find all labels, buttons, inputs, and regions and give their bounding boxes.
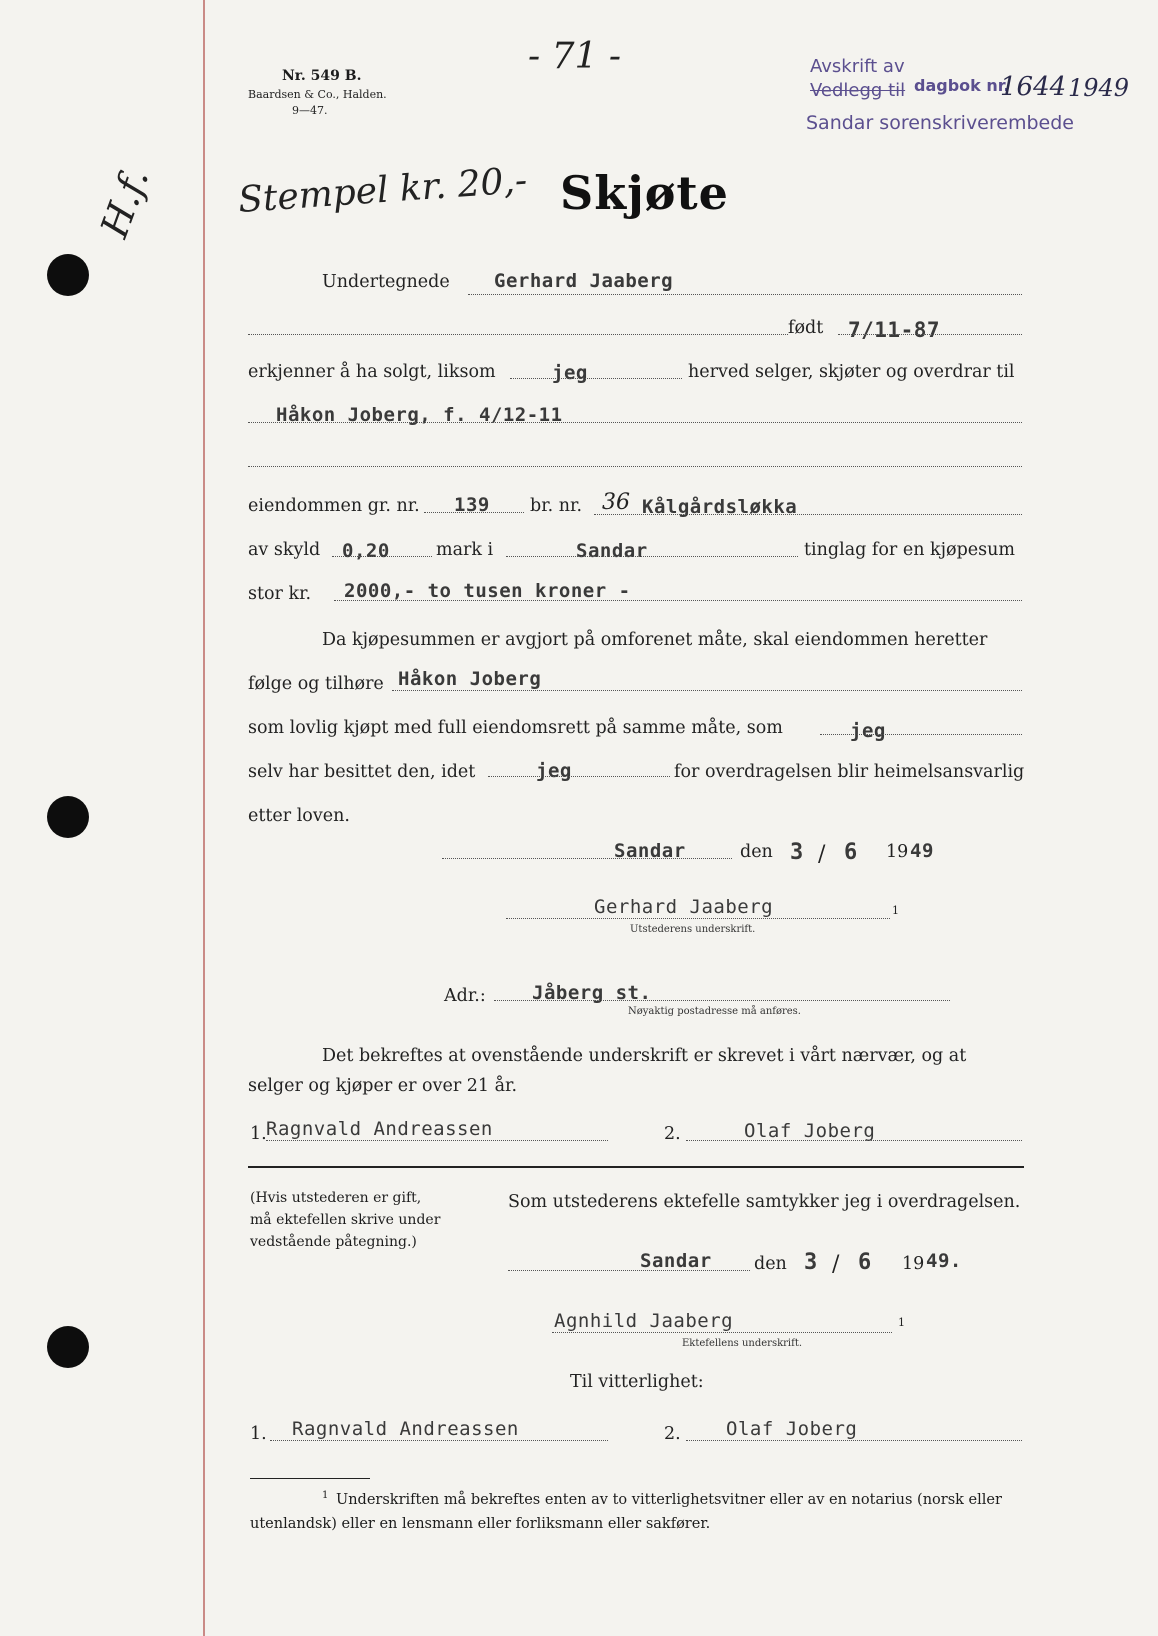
- field-line: [270, 1440, 608, 1441]
- spouse-note-line1: (Hvis utstederen er gift,: [250, 1190, 422, 1206]
- field-line: [686, 1140, 1022, 1141]
- purchase-price: 2000,- to tusen kroner -: [344, 580, 631, 602]
- br-nr-value: 36: [602, 490, 630, 515]
- field-line: [594, 514, 1022, 515]
- stempel-note: Stempel kr. 20,-: [236, 159, 529, 222]
- field-line: [248, 422, 1022, 423]
- lovlig-value: jeg: [850, 720, 886, 742]
- date2-year-prefix: 19: [902, 1254, 925, 1274]
- witness1-number: 1.: [250, 1124, 267, 1144]
- birth-date: 7/11-87: [848, 318, 941, 342]
- eiendommen-label: eiendommen gr. nr.: [248, 496, 420, 516]
- witness2-name: Olaf Joberg: [744, 1120, 876, 1142]
- document-title: Skjøte: [560, 166, 729, 220]
- dagbok-number: 1644: [1000, 72, 1067, 102]
- gr-nr-value: 139: [454, 494, 490, 516]
- field-line: [820, 734, 1022, 735]
- erkjenner-label: erkjenner å ha solgt, liksom: [248, 362, 496, 382]
- folge-value: Håkon Joberg: [398, 668, 542, 690]
- signature-line: [506, 918, 890, 919]
- dagbok-year: 1949: [1068, 74, 1130, 102]
- field-line: [468, 294, 1022, 295]
- vitterlighet-witness2-number: 2.: [664, 1424, 681, 1444]
- margin-initials: H.f.: [92, 162, 158, 244]
- selv-label: selv har besittet den, idet: [248, 762, 476, 782]
- field-line: [442, 858, 732, 859]
- footnote-mark: 1: [892, 904, 899, 917]
- property-name: Kålgårdsløkka: [642, 496, 798, 518]
- footnote-mark: 1: [322, 1490, 329, 1501]
- stamp-dagbok-label: dagbok nr.: [914, 76, 1010, 95]
- address-label: Adr.:: [444, 986, 486, 1006]
- footnote-rule: [250, 1478, 370, 1479]
- punch-hole: [47, 796, 89, 838]
- spouse-signature-caption: Ektefellens underskrift.: [682, 1338, 803, 1349]
- date1-year-suffix: 49: [910, 840, 934, 862]
- date1-place: Sandar: [614, 840, 686, 862]
- spouse-consent: Som utstederens ektefelle samtykker jeg i overdragelsen.: [508, 1192, 1021, 1212]
- seller-signature: Gerhard Jaaberg: [594, 896, 774, 918]
- footnote-line1: Underskriften må bekreftes enten av to vitterlighetsvitner eller av en notarius (norsk eller: [336, 1492, 1002, 1508]
- printer-date: 9—47.: [292, 104, 328, 117]
- mark-i-label: mark i: [436, 540, 494, 560]
- date2-day: 3: [804, 1250, 818, 1275]
- vitterlighet-label: Til vitterlighet:: [570, 1372, 704, 1392]
- witness1-name: Ragnvald Andreassen: [266, 1118, 493, 1140]
- field-line: [488, 776, 670, 777]
- tinglag-label: tinglag for en kjøpesum: [804, 540, 1015, 560]
- page-number: - 71 -: [528, 36, 622, 77]
- vitterlighet-witness2-name: Olaf Joberg: [726, 1418, 858, 1440]
- field-line: [248, 334, 788, 335]
- etter-loven: etter loven.: [248, 806, 350, 826]
- vitterlighet-witness1-number: 1.: [250, 1424, 267, 1444]
- stamp-office: Sandar sorenskriverembede: [806, 112, 1074, 134]
- printer-name: Baardsen & Co., Halden.: [248, 88, 387, 101]
- signature-line: [552, 1332, 892, 1333]
- para2-line1: Da kjøpesummen er avgjort på omforenet måte, skal eiendommen heretter: [322, 630, 988, 650]
- date1-day: 3: [790, 840, 804, 865]
- br-nr-label: br. nr.: [530, 496, 583, 516]
- date1-slash: /: [818, 842, 826, 867]
- footnote-line2: utenlandsk) eller en lensmann eller forliksmann eller sakfører.: [250, 1516, 711, 1532]
- field-line: [508, 1270, 750, 1271]
- field-line: [494, 1000, 950, 1001]
- form-number: Nr. 549 B.: [282, 68, 362, 84]
- date2-place: Sandar: [640, 1250, 712, 1272]
- field-line: [510, 378, 682, 379]
- margin-rule: [203, 0, 205, 1636]
- field-line: [392, 690, 1022, 691]
- selv-value: jeg: [536, 760, 572, 782]
- address-value: Jåberg st.: [532, 982, 652, 1004]
- seller-name: Gerhard Jaaberg: [494, 270, 674, 292]
- field-line: [838, 334, 1022, 335]
- skyld-label: av skyld: [248, 540, 321, 560]
- buyer-name: Håkon Joberg, f. 4/12-11: [276, 404, 563, 426]
- field-line: [424, 512, 524, 513]
- folge-label: følge og tilhøre: [248, 674, 384, 694]
- punch-hole: [47, 254, 89, 296]
- date1-year-prefix: 19: [886, 842, 909, 862]
- stamp-line-1: Avskrift av: [810, 56, 905, 77]
- spouse-note-line3: vedstående påtegning.): [250, 1234, 417, 1250]
- field-line: [266, 1140, 608, 1141]
- confirm-line1: Det bekreftes at ovenstående underskrift er skrevet i vårt nærvær, og at: [322, 1046, 967, 1066]
- lovlig-label: som lovlig kjøpt med full eiendomsrett på samme måte, som: [248, 718, 783, 738]
- spouse-note-line2: må ektefellen skrive under: [250, 1212, 441, 1228]
- field-line: [334, 600, 1022, 601]
- field-line: [506, 556, 798, 557]
- field-line: [686, 1440, 1022, 1441]
- heimel-label: for overdragelsen blir heimelsansvarlig: [674, 762, 1025, 782]
- punch-hole: [47, 1326, 89, 1368]
- seller-signature-caption: Utstederens underskrift.: [630, 924, 756, 935]
- stor-kr-label: stor kr.: [248, 584, 312, 604]
- undertegnede-label: Undertegnede: [322, 272, 450, 292]
- address-caption: Nøyaktig postadresse må anføres.: [628, 1006, 801, 1017]
- skyld-value: 0,20: [342, 540, 390, 562]
- herved-label: herved selger, skjøter og overdrar til: [688, 362, 1015, 382]
- field-line: [332, 556, 432, 557]
- vitterlighet-witness1-name: Ragnvald Andreassen: [292, 1418, 519, 1440]
- date2-month: 6: [858, 1250, 872, 1275]
- fodt-label: født: [788, 318, 824, 338]
- section-divider: [248, 1166, 1024, 1168]
- erkjenner-value: jeg: [552, 362, 588, 384]
- date2-den: den: [754, 1254, 787, 1274]
- confirm-line2: selger og kjøper er over 21 år.: [248, 1076, 518, 1096]
- date1-den: den: [740, 842, 773, 862]
- tinglag-value: Sandar: [576, 540, 648, 562]
- witness2-number: 2.: [664, 1124, 681, 1144]
- footnote-mark: 1: [898, 1316, 905, 1329]
- date1-month: 6: [844, 840, 858, 865]
- stamp-struck-text: Vedlegg til: [810, 80, 906, 101]
- spouse-signature: Agnhild Jaaberg: [554, 1310, 734, 1332]
- date2-slash: /: [832, 1252, 840, 1277]
- field-line: [248, 466, 1022, 467]
- date2-year-suffix: 49.: [926, 1250, 962, 1272]
